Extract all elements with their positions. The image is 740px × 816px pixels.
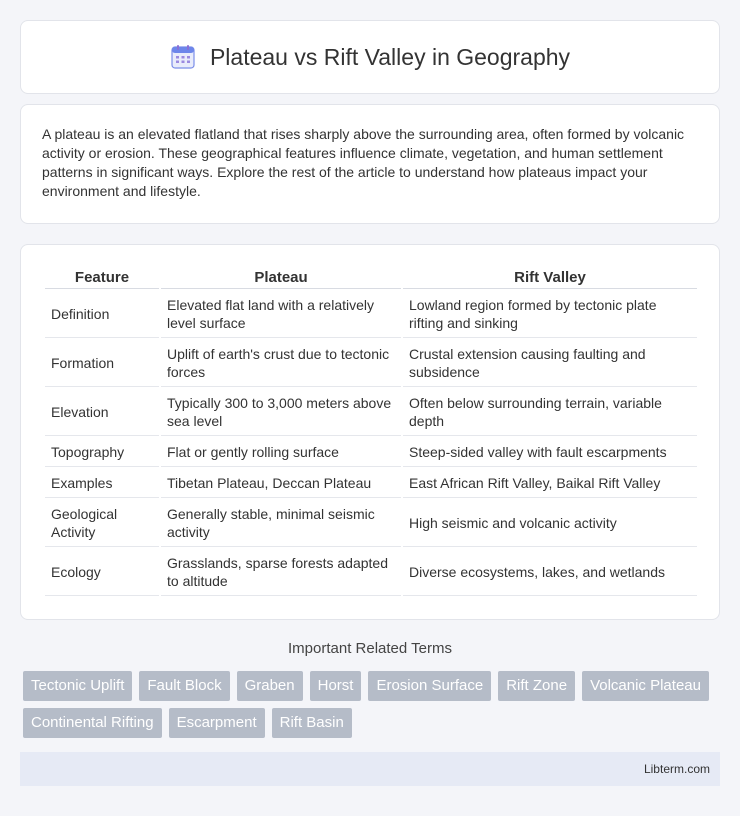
tag-erosion-surface[interactable]: Erosion Surface (368, 671, 491, 701)
table-cell: Examples (45, 469, 159, 498)
footer-site-link[interactable]: Libterm.com (643, 762, 710, 776)
table-cell: Crustal extension causing faulting and subsidence (403, 340, 697, 387)
table-row (45, 340, 697, 387)
tag-volcanic-plateau[interactable]: Volcanic Plateau (582, 671, 709, 701)
table-cell: Formation (45, 340, 159, 387)
table-cell: Elevation (45, 389, 159, 436)
tag-graben[interactable]: Graben (237, 671, 303, 701)
table-cell: Topography (45, 438, 159, 467)
table-cell: Elevated flat land with a relatively level surface (161, 291, 401, 338)
table-cell: Uplift of earth's crust due to tectonic forces (161, 340, 401, 387)
page-title: Plateau vs Rift Valley in Geography (209, 43, 571, 70)
header-plateau: Plateau (161, 265, 401, 289)
calendar-icon (170, 44, 196, 70)
header-feature: Feature (45, 265, 159, 289)
table-cell: Grasslands, sparse forests adapted to altitude (161, 549, 401, 596)
tag-horst[interactable]: Horst (310, 671, 362, 701)
table-row (45, 469, 697, 498)
header-rift-valley: Rift Valley (403, 265, 697, 289)
table-cell: Definition (45, 291, 159, 338)
table-cell: High seismic and volcanic activity (403, 500, 697, 547)
table-cell: Diverse ecosystems, lakes, and wetlands (403, 549, 697, 596)
footer (20, 752, 720, 786)
table-cell: Geological Activity (45, 500, 159, 547)
table-cell: Often below surrounding terrain, variable depth (403, 389, 697, 436)
table-cell: Generally stable, minimal seismic activity (161, 500, 401, 547)
table-row (45, 549, 697, 596)
comparison-table (43, 263, 699, 598)
table-cell: Ecology (45, 549, 159, 596)
table-cell: Typically 300 to 3,000 meters above sea level (161, 389, 401, 436)
tag-rift-zone[interactable]: Rift Zone (498, 671, 575, 701)
related-terms-title: Important Related Terms (288, 640, 452, 657)
table-row (45, 291, 697, 338)
intro-card (20, 104, 720, 224)
intro-paragraph: A plateau is an elevated flatland that rises sharply above the surrounding area, often formed by volcanic activity or erosion. These geographical features influence climate, vegetation, and human settlement patterns in significant ways. Explore the rest of the article to understand how plateaus impact your environment and lifestyle. (42, 126, 685, 199)
table-row (45, 500, 697, 547)
table-cell: Steep-sided valley with fault escarpments (403, 438, 697, 467)
comparison-table-card (20, 244, 720, 620)
table-header-row (45, 265, 697, 289)
tag-escarpment[interactable]: Escarpment (169, 708, 265, 738)
table-cell: East African Rift Valley, Baikal Rift Valley (403, 469, 697, 498)
table-cell: Lowland region formed by tectonic plate rifting and sinking (403, 291, 697, 338)
table-row (45, 389, 697, 436)
table-cell: Tibetan Plateau, Deccan Plateau (161, 469, 401, 498)
header-card (20, 20, 720, 94)
table-row (45, 438, 697, 467)
table-cell: Flat or gently rolling surface (161, 438, 401, 467)
tag-continental-rifting[interactable]: Continental Rifting (23, 708, 162, 738)
tag-rift-basin[interactable]: Rift Basin (272, 708, 352, 738)
tag-tectonic-uplift[interactable]: Tectonic Uplift (23, 671, 132, 701)
related-terms-tags (23, 671, 723, 738)
tag-fault-block[interactable]: Fault Block (139, 671, 229, 701)
